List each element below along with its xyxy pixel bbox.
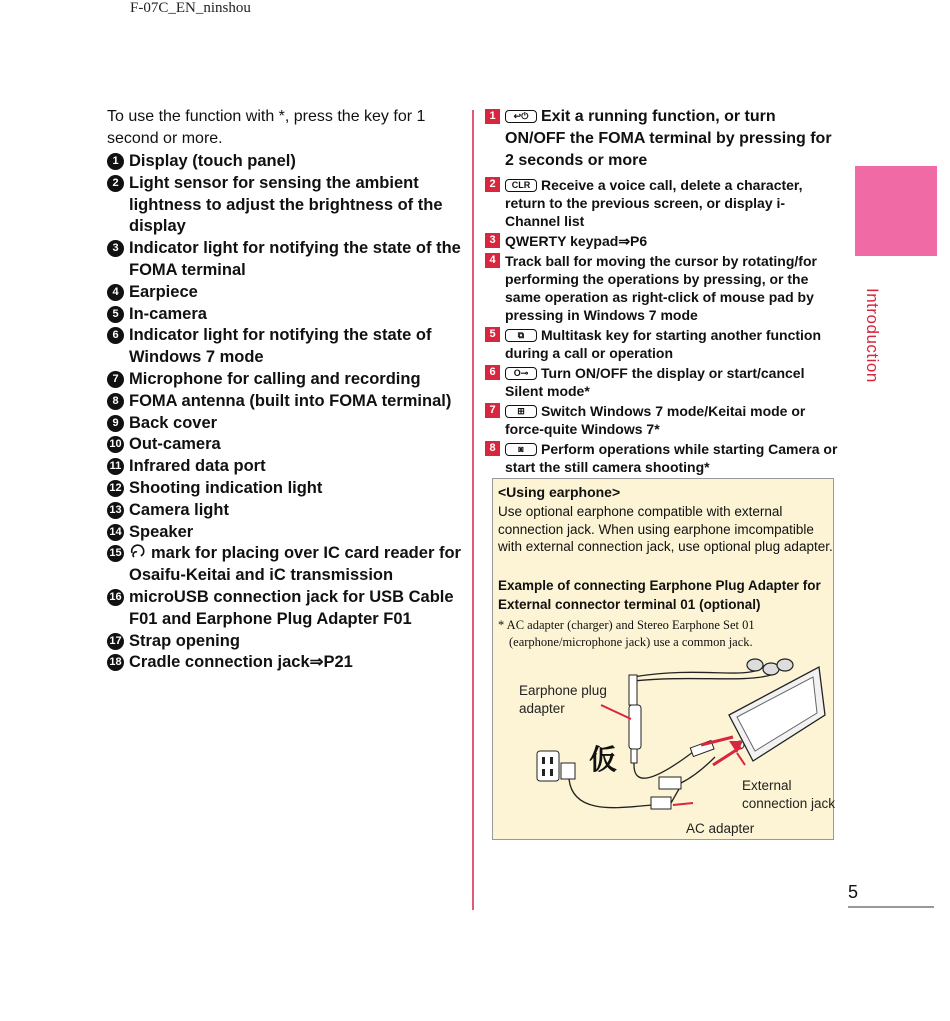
list-item: [485, 440, 840, 476]
section-tab-label: Introduction: [863, 288, 882, 383]
list-item: [107, 325, 467, 369]
list-item: [107, 238, 467, 282]
item-text: In-camera: [129, 304, 207, 323]
number-badge: 7: [485, 403, 500, 418]
list-item: [107, 434, 467, 456]
earphone-plug-label: Earphone plug adapter: [519, 683, 607, 716]
note-line: (earphone/microphone jack) use a common jack.: [509, 635, 753, 649]
item-text: mark for placing over IC card reader for Osaifu-Keitai and iC transmission: [129, 544, 461, 585]
list-item: [107, 478, 467, 500]
item-text: Switch Windows 7 mode/Keitai mode or force-quite Windows 7*: [505, 403, 806, 437]
number-badge: 3: [485, 233, 500, 248]
list-item: [485, 402, 840, 438]
number-badge: 13: [107, 502, 124, 519]
item-text: Receive a voice call, delete a character, return to the previous screen, or display i-Channel list: [505, 177, 803, 229]
list-item: [485, 364, 840, 400]
box-title: <Using earphone>: [498, 484, 621, 500]
box-subtitle: Example of connecting Earphone Plug Adapter for External connector terminal 01 (optional): [498, 578, 821, 612]
number-badge: 7: [107, 371, 124, 388]
list-item: [485, 176, 840, 230]
number-badge: 6: [485, 365, 500, 380]
list-item: [107, 522, 467, 544]
number-badge: 8: [107, 393, 124, 410]
list-item: [107, 631, 467, 653]
intro-text: To use the function with *, press the key for 1 second or more.: [107, 108, 426, 147]
multitask-key-icon: ⧉: [505, 329, 537, 342]
item-text: Strap opening: [129, 631, 240, 650]
item-text: Perform operations while starting Camera or start the still camera shooting*: [505, 441, 838, 475]
note-line: * AC adapter (charger) and Stereo Earphone Set 01: [498, 618, 755, 632]
list-item: [107, 282, 467, 304]
item-text: Back cover: [129, 413, 218, 432]
number-badge: 11: [107, 458, 124, 475]
list-item: [485, 252, 840, 324]
list-item: [485, 326, 840, 362]
list-item: [107, 543, 467, 587]
number-badge: 1: [485, 109, 500, 124]
external-jack-label: External connection jack: [742, 778, 836, 811]
number-badge: 17: [107, 633, 124, 650]
box-note: [498, 617, 833, 651]
number-badge: 4: [107, 284, 124, 301]
list-item: [107, 151, 467, 173]
number-badge: 3: [107, 240, 124, 257]
item-text: Track ball for moving the cursor by rotating/for performing the operations by pressing, or the same operation as right-click of mouse pad by pressing in Windows 7 mode: [505, 253, 817, 323]
item-text: Turn ON/OFF the display or start/cancel Silent mode*: [505, 365, 805, 399]
number-badge: 4: [485, 253, 500, 268]
page-number-rule: [848, 906, 934, 908]
number-badge: 12: [107, 480, 124, 497]
document-header: F-07C_EN_ninshou: [130, 0, 251, 16]
item-text: Light sensor for sensing the ambient lightness to adjust the brightness of the display: [129, 173, 443, 236]
item-text: Out-camera: [129, 435, 221, 454]
wall-outlet-icon: [537, 751, 559, 781]
earphone-info-box: [492, 478, 834, 840]
clr-key-icon: CLR: [505, 179, 537, 192]
kari-stamp: 仮: [589, 744, 618, 775]
earphones-icon: [747, 659, 793, 675]
item-text: Exit a running function, or turn ON/OFF the FOMA terminal by pressing for 2 seconds or more: [505, 108, 832, 169]
camera-key-icon: ◙: [505, 443, 537, 456]
phone-icon: [729, 667, 825, 761]
list-item: [485, 106, 840, 172]
item-text: FOMA antenna (built into FOMA terminal): [129, 391, 452, 410]
list-item: [107, 500, 467, 522]
number-badge: 14: [107, 524, 124, 541]
keys-list: [485, 106, 840, 478]
number-badge: 10: [107, 436, 124, 453]
list-item: [107, 587, 467, 631]
page-number: 5: [848, 882, 859, 902]
number-badge: 8: [485, 441, 500, 456]
item-text: Microphone for calling and recording: [129, 369, 421, 388]
list-item: [107, 652, 467, 674]
windows-key-icon: ⊞: [505, 405, 537, 418]
number-badge: 2: [107, 175, 124, 192]
item-text: Display (touch panel): [129, 152, 296, 170]
lock-key-icon: O⊸: [505, 367, 537, 380]
item-text: Camera light: [129, 500, 229, 519]
section-tab: [855, 166, 937, 256]
list-item: [485, 232, 840, 250]
number-badge: 18: [107, 654, 124, 671]
list-item: [107, 304, 467, 326]
item-text: Indicator light for notifying the state of the FOMA terminal: [129, 239, 461, 279]
list-item: [107, 369, 467, 391]
number-badge: 9: [107, 415, 124, 432]
ac-adapter-label: AC adapter: [686, 821, 755, 836]
item-text: microUSB connection jack for USB Cable F01 and Earphone Plug Adapter F01: [129, 587, 454, 628]
item-text: Shooting indication light: [129, 478, 323, 497]
power-key-icon: ↩⏻: [505, 110, 537, 123]
item-text: Speaker: [129, 522, 194, 541]
item-text: Infrared data port: [129, 457, 266, 476]
item-text: Cradle connection jack⇒P21: [129, 653, 353, 672]
list-item: [107, 391, 467, 413]
box-body: Use optional earphone compatible with external connection jack. When using earphone imcompatible with external connection jack, use optional plug adapter.: [498, 504, 833, 554]
parts-list: [107, 151, 467, 674]
osaifu-mark-icon: [129, 544, 147, 560]
list-item: [107, 456, 467, 478]
item-text: Earpiece: [129, 282, 198, 301]
item-text: Indicator light for notifying the state of Windows 7 mode: [129, 326, 432, 367]
number-badge: 1: [107, 153, 124, 170]
number-badge: 6: [107, 327, 124, 344]
number-badge: 5: [107, 306, 124, 323]
item-text: Multitask key for starting another function during a call or operation: [505, 327, 822, 361]
number-badge: 15: [107, 545, 124, 562]
column-divider: [472, 110, 474, 910]
item-text: QWERTY keypad⇒P6: [505, 233, 648, 249]
number-badge: 5: [485, 327, 500, 342]
number-badge: 2: [485, 177, 500, 192]
list-item: [107, 413, 467, 435]
number-badge: 16: [107, 589, 124, 606]
list-item: [107, 173, 467, 238]
